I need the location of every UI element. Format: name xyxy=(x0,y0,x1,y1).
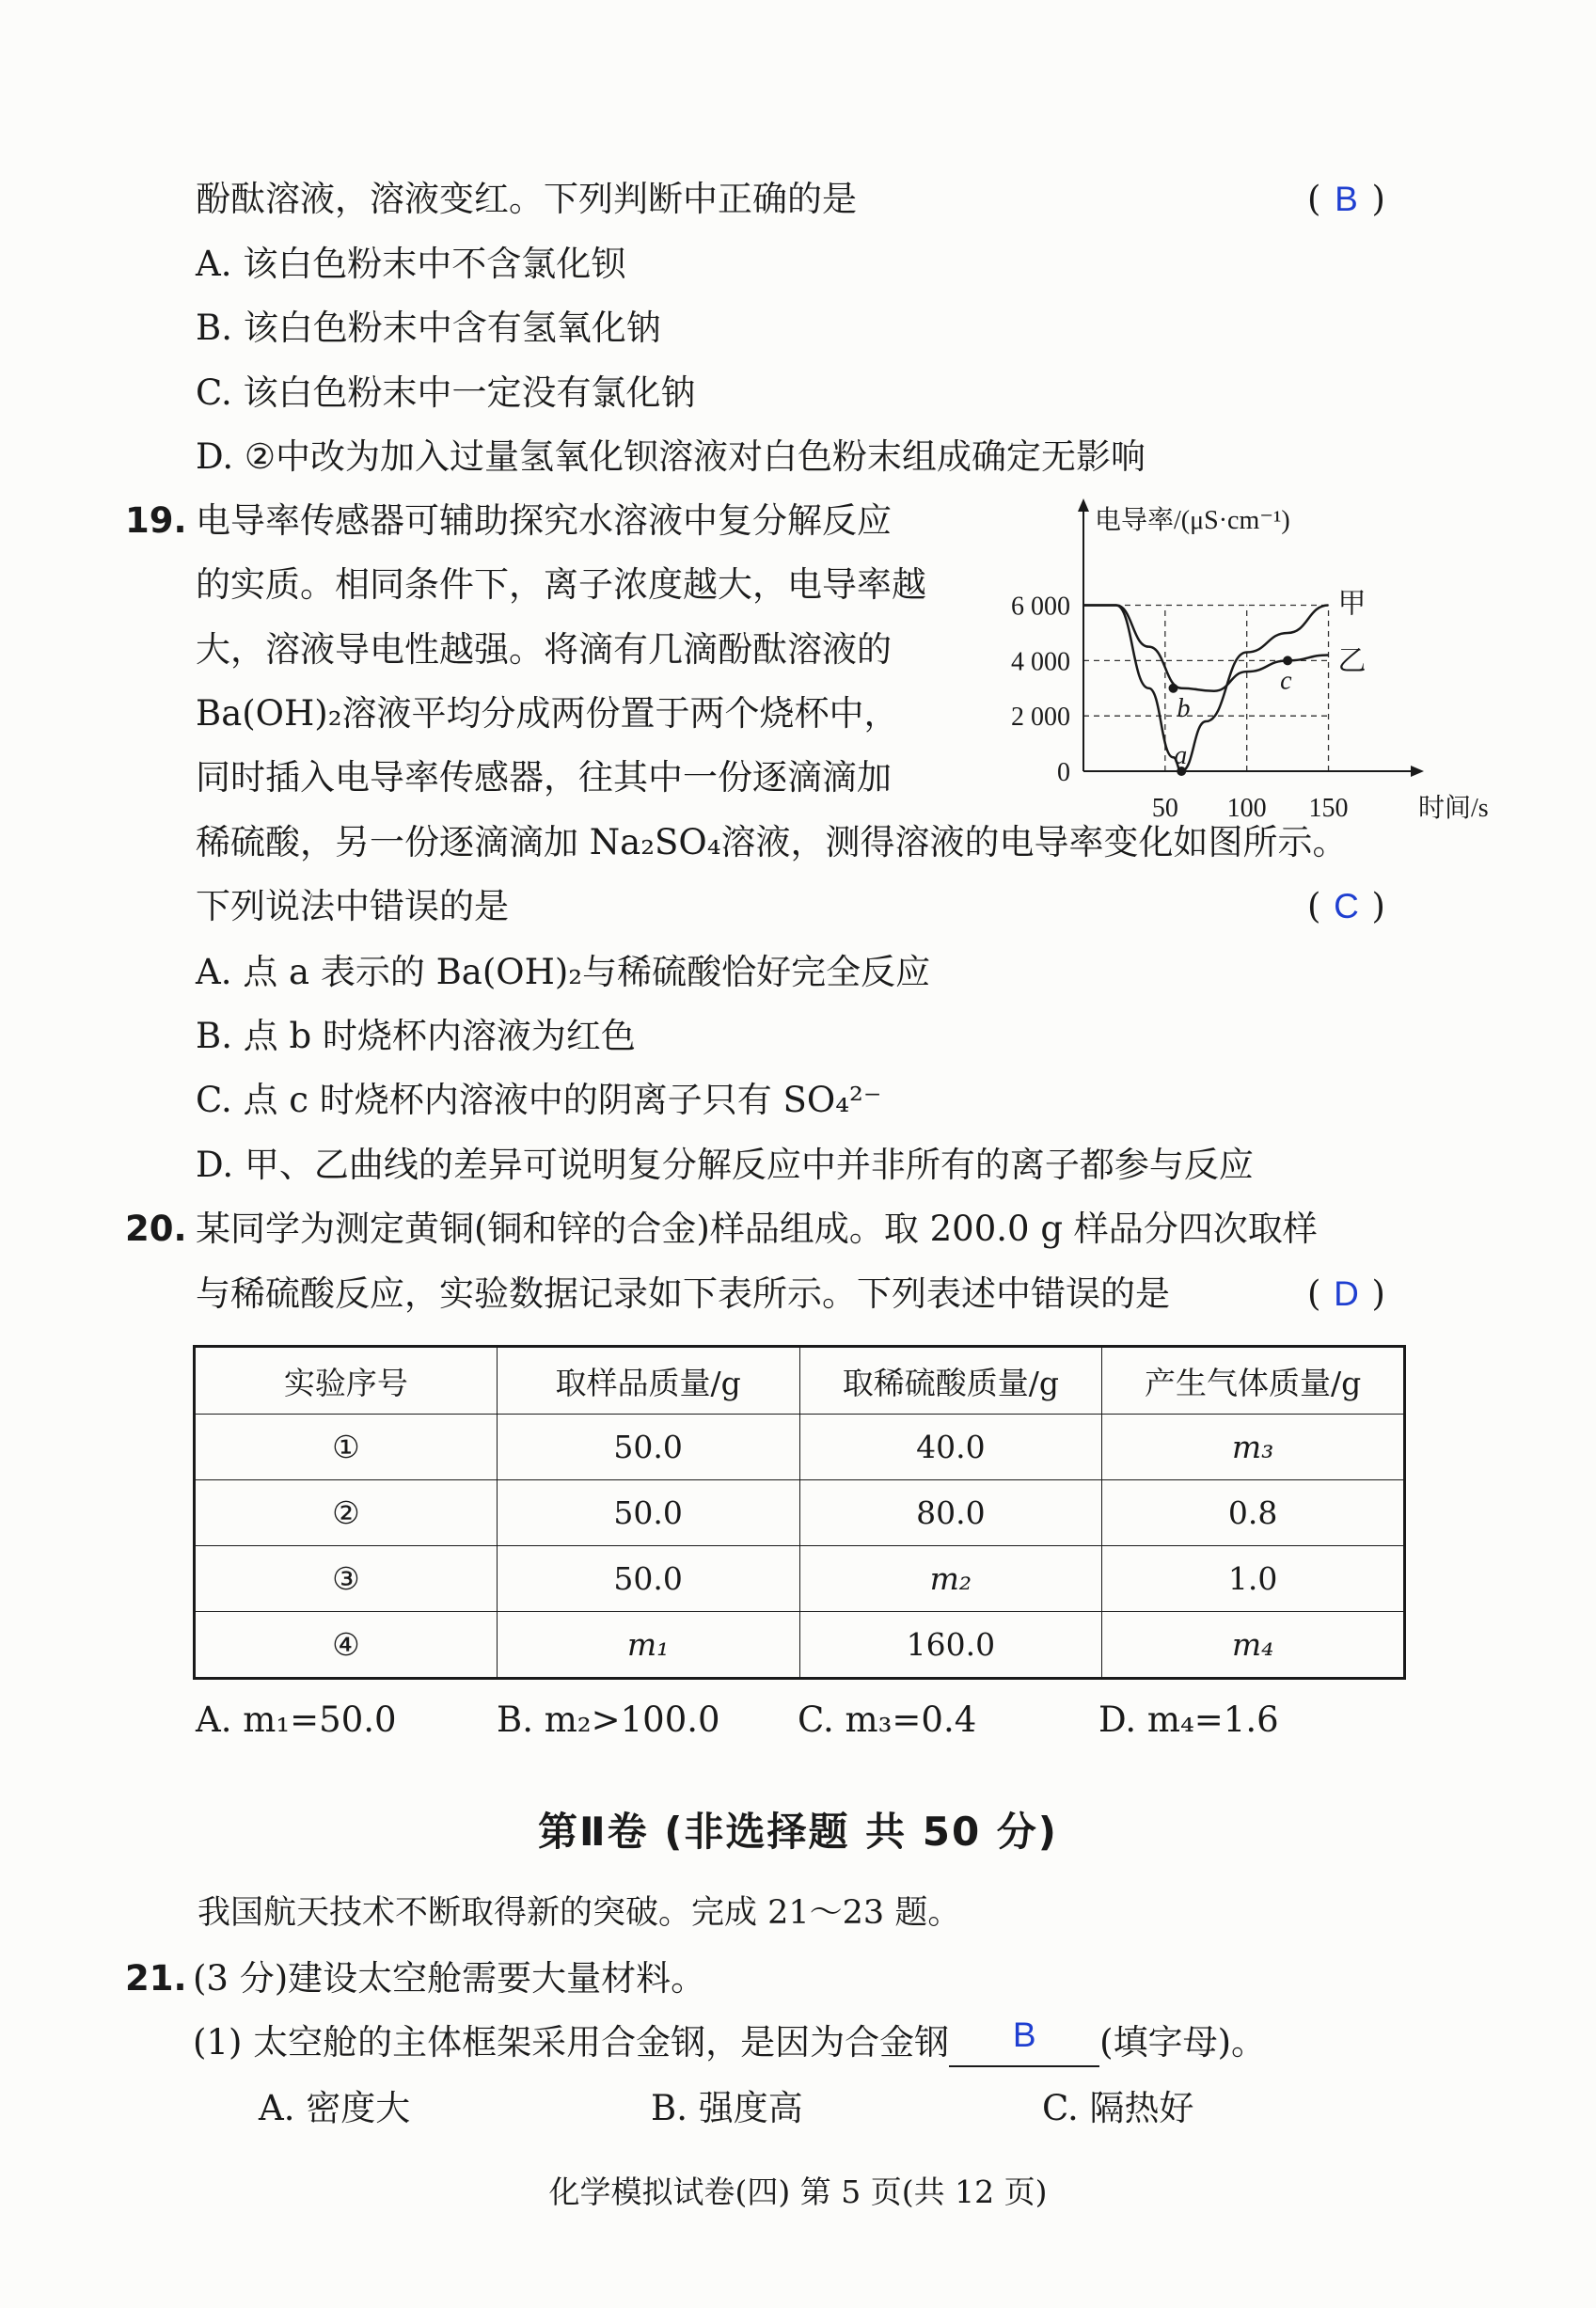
table-header: 取稀硫酸质量/g xyxy=(799,1347,1102,1415)
q20-option-c: C. m₃=0.4 xyxy=(798,1699,977,1740)
x-tick-label: 100 xyxy=(1226,794,1267,823)
q19-line: 的实质。相同条件下，离子浓度越大，电导率越 xyxy=(196,564,926,605)
table-cell: m₂ xyxy=(799,1546,1102,1612)
conductivity-chart xyxy=(978,489,1489,828)
x-tick-label: 150 xyxy=(1308,794,1349,823)
q21-option-a: A. 密度大 xyxy=(259,2088,411,2128)
q21-sub1-answer: B xyxy=(1012,2016,1036,2054)
table-cell: 50.0 xyxy=(497,1480,799,1546)
table-cell: 40.0 xyxy=(799,1415,1102,1480)
y-tick-label: 0 xyxy=(1057,758,1070,787)
q19-line: 电导率传感器可辅助探究水溶液中复分解反应 xyxy=(196,500,892,541)
table-row xyxy=(195,1480,1405,1546)
q21-stem: (3 分)建设太空舱需要大量材料。 xyxy=(193,1958,706,1999)
table-header-row xyxy=(195,1347,1405,1415)
table-cell: 50.0 xyxy=(497,1546,799,1612)
q18-option-a: A. 该白色粉末中不含氯化钡 xyxy=(196,244,626,284)
table-cell: ② xyxy=(195,1480,498,1546)
table-row xyxy=(195,1546,1405,1612)
table-cell: ① xyxy=(195,1415,498,1480)
q18-answer-bracket: ( B ) xyxy=(1307,177,1385,222)
q21-sub1-blank[interactable] xyxy=(949,2016,1099,2067)
q19-option-d: D. 甲、乙曲线的差异可说明复分解反应中并非所有的离子都参与反应 xyxy=(196,1145,1254,1185)
q19-line: 大，溶液导电性越强。将滴有几滴酚酞溶液的 xyxy=(196,629,892,670)
y-tick-label: 4 000 xyxy=(1011,647,1070,677)
table-cell: 50.0 xyxy=(497,1415,799,1480)
table-header: 取样品质量/g xyxy=(497,1347,799,1415)
y-tick-label: 2 000 xyxy=(1011,703,1070,733)
table-cell: 80.0 xyxy=(799,1480,1102,1546)
table-row xyxy=(195,1415,1405,1480)
q20-answer-bracket: ( D ) xyxy=(1307,1272,1385,1317)
q19-number: 19. xyxy=(125,500,187,541)
table-header: 产生气体质量/g xyxy=(1102,1347,1405,1415)
table-cell: m₄ xyxy=(1102,1612,1405,1679)
q20-data-table xyxy=(193,1345,1406,1680)
y-axis-label: 电导率/(μS·cm⁻¹) xyxy=(1095,506,1290,535)
x-tick-label: 50 xyxy=(1151,794,1178,823)
x-axis-arrow xyxy=(1411,766,1424,777)
q19-option-c: C. 点 c 时烧杯内溶液中的阴离子只有 SO₄²⁻ xyxy=(196,1080,882,1120)
q18-stem-tail: 酚酞溶液，溶液变红。下列判断中正确的是 xyxy=(196,179,857,219)
q21-option-c: C. 隔热好 xyxy=(1042,2088,1194,2128)
x-axis-label: 时间/s xyxy=(1418,794,1489,823)
table-cell: ③ xyxy=(195,1546,498,1612)
point-b xyxy=(1169,684,1178,693)
q21-sub1-text: (1) 太空舱的主体框架采用合金钢，是因为合金钢 xyxy=(193,2022,950,2063)
section-title: 第Ⅱ卷 (非选择题 共 50 分) xyxy=(538,1809,1058,1855)
q19-option-b: B. 点 b 时烧杯内溶液为红色 xyxy=(196,1016,636,1056)
q18-option-d: D. ②中改为加入过量氢氧化钡溶液对白色粉末组成确定无影响 xyxy=(196,436,1146,477)
q20-line: 某同学为测定黄铜(铜和锌的合金)样品组成。取 200.0 g 样品分四次取样 xyxy=(196,1209,1318,1249)
q18-answer: B xyxy=(1335,180,1358,218)
q19-answer: C xyxy=(1334,887,1359,925)
table-cell: 0.8 xyxy=(1102,1480,1405,1546)
y-axis-arrow xyxy=(1078,498,1089,512)
point-label: c xyxy=(1280,666,1292,696)
table-cell: 160.0 xyxy=(799,1612,1102,1679)
q19-line: Ba(OH)₂溶液平均分成两份置于两个烧杯中， xyxy=(196,693,899,734)
q18-option-c: C. 该白色粉末中一定没有氯化钠 xyxy=(196,372,696,413)
q20-line: 与稀硫酸反应，实验数据记录如下表所示。下列表述中错误的是 xyxy=(196,1273,1170,1314)
series-label: 甲 xyxy=(1337,588,1367,620)
q20-answer: D xyxy=(1334,1274,1359,1313)
q19-line: 同时插入电导率传感器，往其中一份逐滴滴加 xyxy=(196,757,892,798)
q20-option-d: D. m₄=1.6 xyxy=(1098,1699,1279,1740)
q19-option-a: A. 点 a 表示的 Ba(OH)₂与稀硫酸恰好完全反应 xyxy=(196,952,931,992)
point-c xyxy=(1283,656,1292,665)
page-footer: 化学模拟试卷(四) 第 5 页(共 12 页) xyxy=(548,2174,1048,2210)
series-label: 乙 xyxy=(1337,645,1367,677)
table-row xyxy=(195,1612,1405,1679)
section-intro: 我国航天技术不断取得新的突破。完成 21～23 题。 xyxy=(198,1894,961,1932)
table-cell: m₃ xyxy=(1102,1415,1405,1480)
q20-number: 20. xyxy=(125,1209,187,1249)
q20-option-b: B. m₂>100.0 xyxy=(497,1699,720,1740)
point-label: b xyxy=(1177,693,1191,723)
table-header: 实验序号 xyxy=(195,1347,498,1415)
q20-option-a: A. m₁=50.0 xyxy=(196,1699,397,1740)
q19-answer-bracket: ( C ) xyxy=(1307,884,1385,929)
q21-option-b: B. 强度高 xyxy=(651,2088,803,2128)
table-cell: ④ xyxy=(195,1612,498,1679)
point-label: a xyxy=(1174,741,1188,770)
table-cell: m₁ xyxy=(497,1612,799,1679)
q21-sub1-suffix: (填字母)。 xyxy=(1099,2022,1267,2063)
table-cell: 1.0 xyxy=(1102,1546,1405,1612)
y-tick-label: 6 000 xyxy=(1011,592,1070,622)
q21-sub1 xyxy=(193,2016,1267,2067)
q19-line: 下列说法中错误的是 xyxy=(196,886,509,926)
q21-number: 21. xyxy=(125,1958,187,1999)
q19-line: 稀硫酸，另一份逐滴滴加 Na₂SO₄溶液，测得溶液的电导率变化如图所示。 xyxy=(196,822,1348,862)
q18-option-b: B. 该白色粉末中含有氢氧化钠 xyxy=(196,308,661,348)
